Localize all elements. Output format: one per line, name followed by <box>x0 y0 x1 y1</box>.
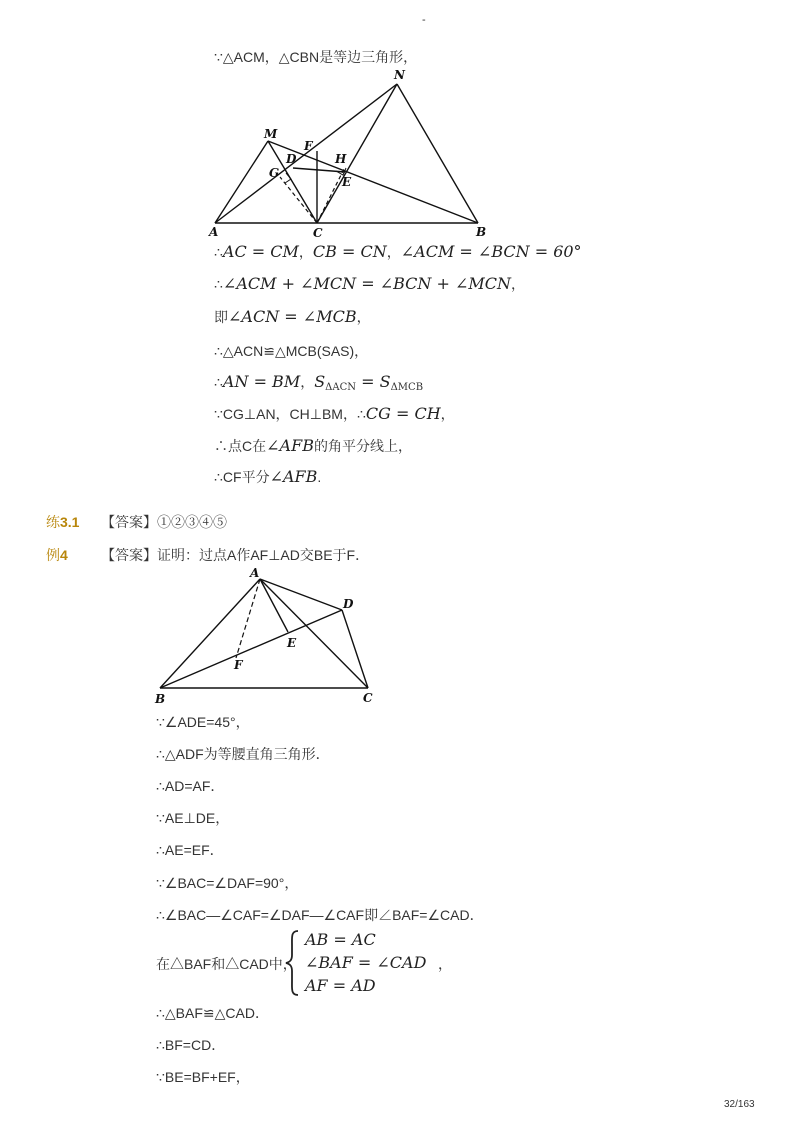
geometry-figure-1 <box>205 65 505 240</box>
label-M: M <box>264 127 278 141</box>
segment-AB <box>160 579 260 688</box>
label-B: B <box>476 225 487 239</box>
separator: ， <box>386 244 401 260</box>
math-angle-60: ∠ACM = ∠BCN = 60° <box>400 242 582 261</box>
proof-conclusion: ∴BF=CD． <box>156 1037 226 1053</box>
period: . <box>317 469 322 485</box>
segment-DC <box>342 610 368 688</box>
namely-word: 即 <box>214 309 228 325</box>
dashed-CG <box>280 177 317 223</box>
practice-tag-number: 3.1 <box>60 514 80 530</box>
step-cg-ch <box>214 404 455 424</box>
separator: ， <box>300 374 315 390</box>
label-F: F <box>304 139 313 153</box>
practice-answer: 【答案】①②③④⑤ <box>101 514 227 530</box>
label-A: A <box>250 566 260 580</box>
step-angle-sum <box>214 274 525 294</box>
page-number: 32/163 <box>724 1099 755 1110</box>
segment-AC <box>260 579 368 688</box>
math-angle-afb: ∠AFB <box>266 436 314 455</box>
math-angle-sum: ∠ACM + ∠MCN = ∠BCN + ∠MCN <box>222 274 512 293</box>
label-B: B <box>155 692 166 706</box>
segment-AN <box>215 84 397 223</box>
separator: ， <box>440 406 455 422</box>
label-C: C <box>313 226 323 240</box>
label-E: E <box>287 636 297 650</box>
step-cf-bisects <box>214 467 321 487</box>
label-G: G <box>269 166 280 180</box>
label-N: N <box>394 68 405 82</box>
segment-BD <box>160 610 342 688</box>
math-equals: = <box>356 372 380 391</box>
segment-CN <box>317 84 397 223</box>
segment-MB <box>268 141 478 223</box>
math-cb-cn: CB = CN <box>312 242 387 261</box>
system-suffix: ， <box>438 956 452 972</box>
therefore-symbol: ∴ <box>214 244 223 260</box>
dashed-CH <box>317 169 344 223</box>
example-tag <box>46 545 68 565</box>
page-top-mark: - <box>422 14 426 26</box>
text-bisector: 的角平分线上， <box>313 438 412 454</box>
proof-conclusion: ∴△BAF≌△CAD． <box>156 1005 269 1021</box>
label-F: F <box>234 658 243 672</box>
system-row-angle: ∠BAF = ∠CAD <box>305 953 427 972</box>
separator: ， <box>298 244 313 260</box>
step-equal-sides <box>214 242 582 262</box>
segment-AD <box>260 579 342 610</box>
label-D: D <box>343 597 354 611</box>
label-C: C <box>363 691 373 705</box>
example-tag-number: 4 <box>60 547 68 563</box>
segment-AE <box>260 579 288 632</box>
therefore-symbol: ∴ <box>214 374 223 390</box>
system-row-af-ad: AF = AD <box>305 976 376 995</box>
example-tag-prefix: 例 <box>46 547 60 563</box>
geometry-figure-2 <box>150 565 390 710</box>
label-A: A <box>209 225 219 239</box>
proof-step: ∴AD=AF． <box>156 778 225 794</box>
math-an-bm: AN = BM <box>222 372 301 391</box>
therefore-symbol: ∴ <box>214 276 223 292</box>
proof-step: ∵∠ADE=45°， <box>156 714 250 730</box>
example-answer: 【答案】证明：过点A作AF⊥AD交BE于F． <box>101 547 370 563</box>
math-area-s: S <box>379 372 391 391</box>
step-an-bm-area <box>214 372 423 393</box>
math-cg-ch: CG = CH <box>365 404 441 423</box>
segment-AM <box>215 141 268 223</box>
proof-step: ∴△ADF为等腰直角三角形． <box>156 746 330 762</box>
step-angle-equal <box>214 307 371 327</box>
label-H: H <box>335 152 347 166</box>
math-acn-mcb: ∠ACN = ∠MCB <box>228 307 357 326</box>
proof-conclusion: ∵BE=BF+EF， <box>156 1069 250 1085</box>
step-bisector-point <box>214 436 412 456</box>
system-row-ab-ac: AB = AC <box>305 930 376 949</box>
math-angle-afb: ∠AFB <box>269 467 318 486</box>
separator: ， <box>511 276 526 292</box>
proof-step: ∵AE⊥DE， <box>156 810 230 826</box>
system-prefix: 在△BAF和△CAD中， <box>156 956 297 972</box>
practice-tag-prefix: 练 <box>46 514 60 530</box>
given-equilateral-line: ∵△ACM，△CBN是等边三角形， <box>214 49 418 65</box>
system-rows <box>305 928 426 997</box>
math-area-s: S <box>314 372 326 391</box>
text-cf-bisects: ∴CF平分 <box>214 469 270 485</box>
proof-step: ∴AE=EF． <box>156 842 224 858</box>
label-E: E <box>342 175 352 189</box>
step-congruent-sas: ∴△ACN≌△MCB(SAS)， <box>214 343 369 359</box>
given-perpendiculars: ∵CG⊥AN，CH⊥BM，∴ <box>214 406 366 422</box>
practice-tag <box>46 512 79 532</box>
left-brace <box>284 929 300 997</box>
math-area-sub-mcb: ΔMCB <box>390 382 424 393</box>
separator: ， <box>356 309 371 325</box>
text-point-c: ∴点C在 <box>214 438 267 454</box>
label-D: D <box>286 152 297 166</box>
math-area-sub-acn: ΔACN <box>325 382 357 393</box>
proof-step: ∴∠BAC—∠CAF=∠DAF—∠CAF即∠BAF=∠CAD． <box>156 907 484 923</box>
segment-NB <box>397 84 478 223</box>
proof-step: ∵∠BAC=∠DAF=90°， <box>156 875 299 891</box>
math-ac-cm: AC = CM <box>222 242 299 261</box>
